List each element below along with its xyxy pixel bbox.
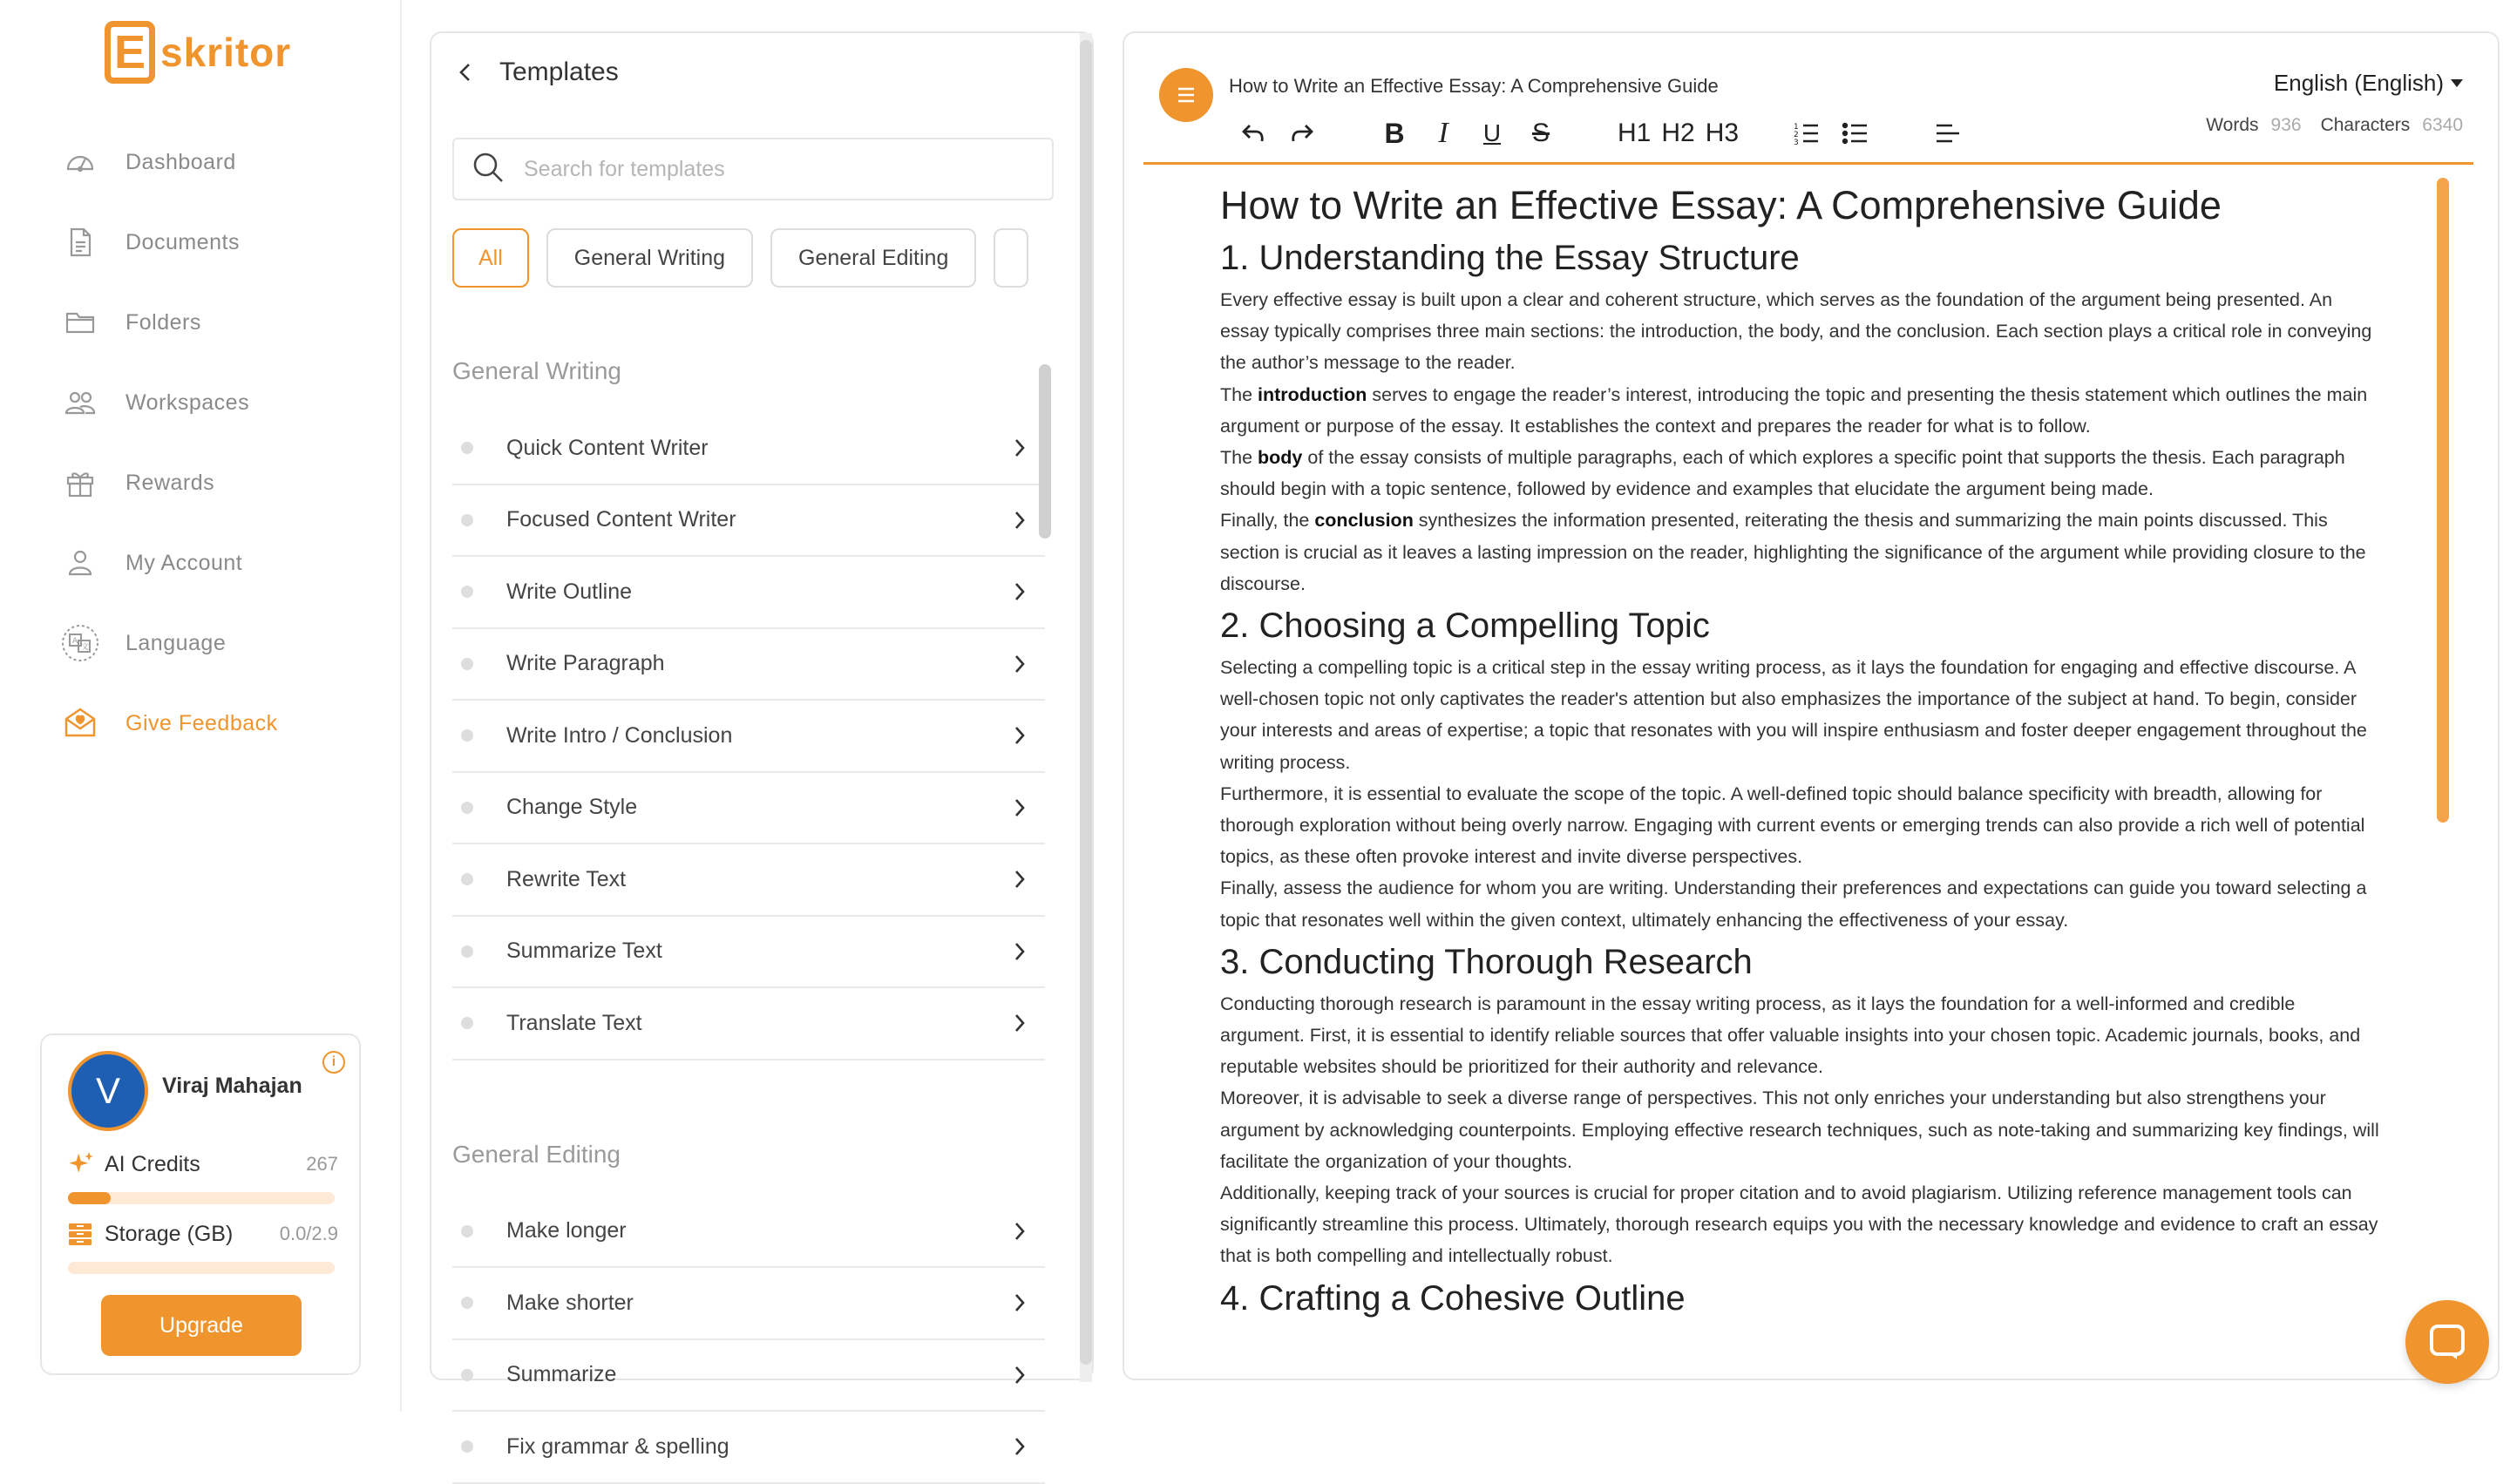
sidebar-item-label: Documents (126, 229, 240, 254)
template-item[interactable] (452, 988, 1045, 1060)
bold-text: body (1258, 447, 1303, 469)
storage-row (66, 1220, 338, 1248)
bullet-icon (461, 658, 473, 670)
bullet-icon (461, 729, 473, 742)
words-label: Words (2206, 115, 2259, 135)
chevron-right-icon (1007, 1010, 1033, 1036)
sidebar-item-label: Language (126, 630, 227, 655)
sidebar-item-workspaces[interactable] (63, 363, 278, 443)
templates-header (452, 58, 619, 87)
upgrade-button[interactable]: Upgrade (101, 1295, 302, 1356)
paragraph (1220, 379, 2379, 442)
sidebar-item-language[interactable] (63, 603, 278, 683)
logo-mark: E (105, 21, 155, 84)
gift-icon (63, 465, 98, 500)
chevron-right-icon (1007, 579, 1033, 605)
paragraph: Furthermore, it is essential to evaluate the scope of the topic. A well-defined topic should balance specificity with breadth, allowing for thorough exploration without being overly narrow. Engaging with current events or emerging trends can also provide a rich well of potential topics, as these often provoke interest and invite diverse perspectives. (1220, 783, 2365, 868)
sidebar-item-label: Folders (126, 309, 201, 335)
bullet-list-icon[interactable] (1840, 114, 1871, 152)
template-item[interactable] (452, 629, 1045, 701)
heading-3-button[interactable]: H3 (1705, 119, 1740, 147)
sidebar-item-rewards[interactable] (63, 443, 278, 523)
section-title: General Editing (452, 1140, 621, 1168)
chevron-right-icon (1007, 1433, 1033, 1460)
template-item-label: Fix grammar & spelling (506, 1433, 729, 1459)
template-search (452, 138, 1054, 200)
template-item[interactable] (452, 1196, 1045, 1269)
svg-text:1: 1 (1794, 123, 1799, 132)
template-item[interactable] (452, 1268, 1045, 1340)
menu-icon (1175, 85, 1197, 105)
feedback-icon (63, 706, 98, 741)
svg-text:2: 2 (1794, 131, 1799, 139)
template-item-label: Make longer (506, 1218, 627, 1243)
characters-value: 6340 (2422, 115, 2463, 135)
text-run: The (1220, 383, 1258, 405)
chevron-right-icon (1007, 722, 1033, 749)
ai-credits-value: 267 (306, 1153, 338, 1175)
text-run: The (1220, 447, 1258, 469)
section-heading: 1. Understanding the Essay Structure (1220, 239, 1800, 277)
ordered-list-icon[interactable] (1791, 114, 1822, 152)
scrollbar-thumb[interactable] (1080, 40, 1092, 1365)
ai-credits-label: AI Credits (105, 1151, 200, 1176)
chevron-right-icon (1007, 795, 1033, 821)
document-content[interactable] (1220, 180, 2379, 1373)
ai-credits-row (66, 1150, 338, 1178)
paragraph (1220, 442, 2379, 505)
template-item-label: Focused Content Writer (506, 507, 736, 532)
heading-2-button[interactable]: H2 (1661, 119, 1695, 147)
storage-label: Storage (GB) (105, 1221, 234, 1246)
template-item-label: Write Paragraph (506, 651, 665, 676)
scrollbar-thumb[interactable] (1039, 364, 1051, 539)
general-writing-list (452, 413, 1045, 1060)
chat-icon (2427, 1322, 2467, 1362)
bold-text: introduction (1258, 383, 1367, 405)
template-item-label: Write Outline (506, 579, 633, 604)
search-input[interactable] (524, 157, 1012, 182)
info-icon[interactable]: i (322, 1051, 345, 1074)
chevron-right-icon (1007, 1362, 1033, 1388)
underline-button[interactable]: U (1482, 119, 1502, 146)
sidebar-item-folders[interactable] (63, 282, 278, 363)
redo-icon[interactable] (1286, 114, 1318, 152)
template-item-label: Quick Content Writer (506, 435, 709, 460)
template-item[interactable] (452, 1412, 1045, 1484)
align-left-icon[interactable] (1932, 114, 1964, 152)
sidebar-item-label: Workspaces (126, 390, 250, 415)
template-item-label: Summarize (506, 1362, 617, 1387)
paragraph: Conducting thorough research is paramount in the essay writing process, as it lays the foundation for a well-informed and credible argument. First, it is essential to identify reliable sources that offer valuable insights into your chosen topic. Academic journals, books, and reputable websites should be prioritized for their authority and relevance. (1220, 993, 2361, 1078)
sidebar-item-my-account[interactable] (63, 523, 278, 603)
sidebar-item-give-feedback[interactable] (63, 683, 278, 763)
template-item[interactable] (452, 557, 1045, 629)
user-card (40, 1033, 361, 1375)
strikethrough-button[interactable]: S (1531, 119, 1550, 147)
paragraph: Every effective essay is built upon a clear and coherent structure, which serves as the foundation of the argument being presented. An essay typically comprises three main sections: the introduction, the body, and the conclusion. Each section plays a critical role in conveying the author’s message to the reader. (1220, 289, 2372, 374)
document-menu-button[interactable] (1159, 68, 1213, 122)
logo-text: skritor (160, 30, 292, 75)
templates-title: Templates (499, 58, 619, 86)
heading-1-button[interactable]: H1 (1618, 119, 1652, 147)
bullet-icon (461, 1017, 473, 1029)
sidebar-item-label: Give Feedback (126, 710, 278, 735)
template-item[interactable] (452, 701, 1045, 773)
characters-label: Characters (2320, 115, 2411, 135)
bold-button[interactable]: B (1384, 117, 1405, 149)
words-value: 936 (2270, 115, 2302, 135)
paragraph (1220, 505, 2379, 600)
document-title[interactable]: How to Write an Effective Essay: A Comprehensive Guide (1229, 75, 1719, 97)
sidebar-item-label: Rewards (126, 470, 215, 495)
template-item-label: Summarize Text (506, 939, 662, 964)
avatar[interactable]: V (68, 1051, 148, 1131)
templates-panel (430, 31, 1094, 1459)
template-item-label: Rewrite Text (506, 866, 627, 891)
ai-credits-bar (68, 1192, 335, 1204)
bullet-icon (461, 514, 473, 526)
templates-panel-scrollbar[interactable] (1080, 33, 1092, 1382)
text-run: Finally, the (1220, 510, 1315, 532)
logo[interactable] (105, 21, 291, 84)
text-run: synthesizes the information presented, reiterating the thesis and summarizing the main points discussed. This section is crucial as it leaves a lasting impression on the reader, highlighting the significance of the argument while providing closure to the discourse. (1220, 510, 2366, 594)
sidebar-item-label: Dashboard (126, 149, 236, 174)
language-icon (63, 626, 98, 661)
language-select-label: English (English) (2273, 70, 2444, 96)
user-name: Viraj Mahajan (162, 1074, 302, 1098)
paragraph: Finally, assess the audience for whom you are writing. Understanding their preferences and expectations can guide you toward selecting a topic that resonates well within the given context, ultimately enhancing the effectiveness of your essay. (1220, 878, 2367, 931)
template-list (431, 329, 1094, 1459)
storage-bar (68, 1262, 335, 1274)
chip-more[interactable] (994, 228, 1028, 288)
bullet-icon (461, 873, 473, 885)
template-item[interactable] (452, 844, 1045, 917)
document-heading: How to Write an Effective Essay: A Comprehensive Guide (1220, 183, 2222, 227)
general-editing-list (452, 1196, 1045, 1484)
bullet-icon (461, 586, 473, 598)
storage-icon (66, 1220, 94, 1248)
svg-text:3: 3 (1794, 139, 1799, 147)
folder-icon (63, 305, 98, 340)
paragraph: Moreover, it is advisable to seek a diverse range of perspectives. This not only enriches your understanding but also strengthens your argument by acknowledging counterpoints. Employing effective research techniques, such as note-taking and summarizing key findings, will facilitate the organization of your thoughts. (1220, 1088, 2379, 1172)
undo-icon[interactable] (1238, 114, 1269, 152)
template-filter-chips (452, 228, 1046, 288)
template-item-label: Make shorter (506, 1290, 634, 1315)
chip-general-writing[interactable]: General Writing (546, 228, 753, 288)
chevron-right-icon (1007, 507, 1033, 533)
editor-toolbar (1238, 112, 1981, 155)
document-counts (2206, 115, 2463, 136)
template-item[interactable] (452, 485, 1045, 558)
scrollbar-thumb[interactable] (2437, 178, 2449, 823)
chevron-left-icon[interactable] (452, 59, 478, 85)
sidebar-item-documents[interactable] (63, 202, 278, 282)
chevron-right-icon (1007, 939, 1033, 965)
chip-all[interactable]: All (452, 228, 529, 288)
section-heading: 2. Choosing a Compelling Topic (1220, 606, 1710, 646)
section-title: General Writing (452, 357, 622, 384)
toolbar-divider (1143, 162, 2473, 165)
text-run: serves to engage the reader’s interest, introducing the topic and presenting the thesis statement which outlines the main argument or purpose of the essay. It establishes the context and prepares the reader for what is to follow. (1220, 383, 2368, 437)
chevron-right-icon (1007, 435, 1033, 461)
svg-text:A: A (72, 637, 78, 646)
chevron-right-icon (1007, 651, 1033, 677)
bullet-icon (461, 945, 473, 958)
chevron-right-icon (1007, 1218, 1033, 1244)
template-list-scrollbar[interactable] (1039, 329, 1051, 1375)
ai-credits-bar-fill (68, 1192, 111, 1204)
document-icon (63, 225, 98, 260)
template-item-label: Translate Text (506, 1010, 642, 1035)
template-item-label: Write Intro / Conclusion (506, 722, 733, 748)
svg-text:文: 文 (81, 643, 90, 652)
template-item-label: Change Style (506, 795, 638, 820)
bullet-icon (461, 1297, 473, 1309)
sidebar-nav (63, 122, 278, 763)
bullet-icon (461, 1225, 473, 1237)
bullet-icon (461, 1369, 473, 1381)
search-icon (471, 151, 505, 188)
sidebar (0, 0, 402, 1412)
chip-general-editing[interactable]: General Editing (770, 228, 976, 288)
template-item[interactable] (452, 917, 1045, 989)
editor-scrollbar[interactable] (2437, 178, 2449, 1380)
bold-text: conclusion (1314, 510, 1414, 532)
paragraph: Selecting a compelling topic is a critical step in the essay writing process, as it lays the foundation for engaging and effective discourse. A well-chosen topic not only captivates the reader's attention but also emphasizes the importance of the subject at hand. To begin, consider your interests and areas of expertise; a topic that resonates with you will inspire enthusiasm and foster deeper engagement throughout the writing process. (1220, 657, 2367, 773)
sparkle-icon (66, 1150, 94, 1178)
user-icon (63, 545, 98, 580)
caret-down-icon (2451, 79, 2463, 87)
section-heading: 4. Crafting a Cohesive Outline (1220, 1278, 1686, 1318)
storage-value: 0.0/2.9 (279, 1223, 338, 1244)
chevron-right-icon (1007, 1290, 1033, 1316)
dashboard-icon (63, 145, 98, 180)
italic-button[interactable]: I (1438, 117, 1448, 149)
bullet-icon (461, 1440, 473, 1453)
template-item[interactable] (452, 773, 1045, 845)
section-gap (431, 1060, 1094, 1113)
template-item[interactable] (452, 1340, 1045, 1413)
editor-panel (1123, 31, 2500, 1380)
sidebar-item-label: My Account (126, 550, 243, 575)
paragraph: Additionally, keeping track of your sources is crucial for proper citation and to avoid plagiarism. Utilizing reference management tools can significantly streamline this process. Ultimately, thorough research equips you with the necessary knowledge and evidence to craft an essay that is both compelling and intellectually robust. (1220, 1182, 2378, 1267)
bullet-icon (461, 802, 473, 814)
template-item[interactable] (452, 413, 1045, 485)
users-icon (63, 385, 98, 420)
language-select[interactable] (2274, 70, 2463, 97)
sidebar-item-dashboard[interactable] (63, 122, 278, 202)
section-heading: 3. Conducting Thorough Research (1220, 942, 1753, 981)
chevron-right-icon (1007, 866, 1033, 892)
bullet-icon (461, 442, 473, 454)
text-run: of the essay consists of multiple paragraphs, each of which explores a specific point that supports the thesis. Each paragraph should begin with a topic sentence, followed by evidence and examples that elucidate the argument being made. (1220, 447, 2345, 500)
chat-support-button[interactable] (2405, 1300, 2489, 1384)
